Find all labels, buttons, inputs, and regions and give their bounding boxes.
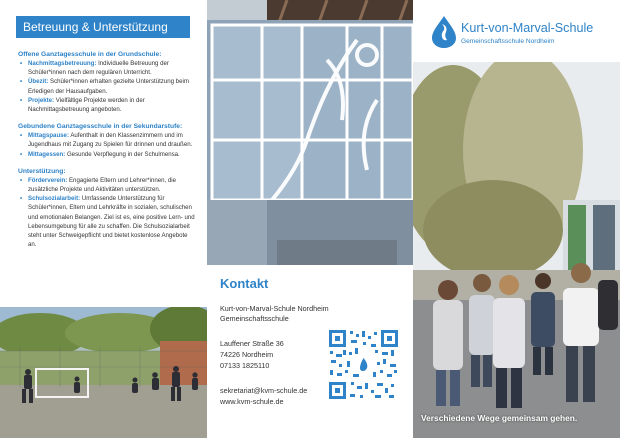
section-list bbox=[18, 176, 196, 250]
section-list bbox=[18, 131, 196, 159]
schoolyard-illustration bbox=[0, 307, 207, 438]
cover-slogan: Verschiedene Wege gemeinsam gehen. bbox=[421, 413, 578, 423]
item-label: Mittagspause: bbox=[28, 132, 69, 140]
list-item bbox=[18, 131, 196, 149]
item-label: Projekte: bbox=[28, 96, 55, 104]
logo-school-name: Kurt-von-Marval-Schule bbox=[461, 21, 594, 35]
list-item bbox=[18, 77, 196, 95]
care-support-content bbox=[18, 50, 196, 249]
contact-email-link[interactable]: sekretariat@kvm-schule.de bbox=[220, 386, 308, 395]
item-text: Umfassende Unterstützung für Schüler*innen, Eltern und Lehrkräfte in sozialen, schulischen und emotionalen Belangen. Ziel ist es, eine positive Lern- und Lebensumgebung für alle zu schaffen. Die Schulsozialarbeit steht unter Schweigepflicht und bietet kostenlose Angebote an. bbox=[28, 195, 195, 249]
list-item bbox=[18, 59, 196, 77]
care-support-panel bbox=[0, 0, 207, 307]
qr-code bbox=[327, 328, 400, 401]
item-text: Aufenthalt in den Klassenzimmern und im Jugendhaus mit Zugang zu Spielen für drinnen und draußen. bbox=[28, 132, 193, 149]
item-text: Schüler*innen erhalten gezielte Unterstützung beim Erledigen der Hausaufgaben. bbox=[28, 78, 189, 95]
students-photo bbox=[413, 0, 620, 438]
list-item bbox=[18, 150, 196, 159]
panel-title: Betreuung & Unterstützung bbox=[16, 16, 190, 38]
cover-panel bbox=[413, 0, 620, 438]
item-label: Förderverein: bbox=[28, 176, 68, 184]
item-label: Mittagessen: bbox=[28, 150, 66, 158]
section-heading: Unterstützung: bbox=[18, 167, 66, 175]
item-text: Engagierte Eltern und Lehrer*innen, die zusätzliche Projekte und Aktivitäten unterstützen. bbox=[28, 176, 177, 194]
building-illustration bbox=[207, 0, 413, 265]
section-heading: Offene Ganztagesschule in der Grundschule: bbox=[18, 51, 162, 58]
contact-web-link[interactable]: www.kvm-schule.de bbox=[220, 397, 284, 406]
school-building-photo bbox=[207, 0, 413, 265]
list-item bbox=[18, 176, 196, 194]
item-text: Gesunde Verpflegung in der Schulmensa. bbox=[65, 150, 180, 158]
contact-school-name: Kurt-von-Marval-Schule Nordheim bbox=[220, 304, 329, 313]
section-list bbox=[18, 59, 196, 114]
list-item bbox=[18, 194, 196, 249]
contact-phone: 07133 1825110 bbox=[220, 361, 270, 370]
list-item bbox=[18, 96, 196, 114]
item-label: Nachmittagsbetreuung: bbox=[28, 60, 97, 67]
contact-title: Kontakt bbox=[220, 276, 269, 291]
item-text: Individuelle Betreuung der Schüler*innen nach dem regulären Unterricht. bbox=[28, 60, 169, 77]
item-label: Übezit: bbox=[28, 78, 49, 86]
school-logo bbox=[413, 0, 620, 62]
logo-subtitle: Gemeinschaftsschule Nordheim bbox=[461, 38, 555, 45]
contact-city: 74226 Nordheim bbox=[220, 350, 274, 359]
contact-school-type: Gemeinschaftsschule bbox=[220, 314, 289, 323]
contact-panel bbox=[207, 265, 413, 438]
section-heading: Gebundene Ganztagesschule in der Sekundarstufe: bbox=[18, 123, 183, 131]
item-text: Vielfältige Projekte werden in der Nachmittagsbetreuung angeboten. bbox=[28, 96, 145, 114]
contact-street: Lauffener Straße 36 bbox=[220, 339, 284, 348]
schoolyard-photo bbox=[0, 307, 207, 438]
seahorse-drop-icon bbox=[429, 14, 459, 50]
item-label: Schulsozialarbeit: bbox=[28, 195, 81, 203]
